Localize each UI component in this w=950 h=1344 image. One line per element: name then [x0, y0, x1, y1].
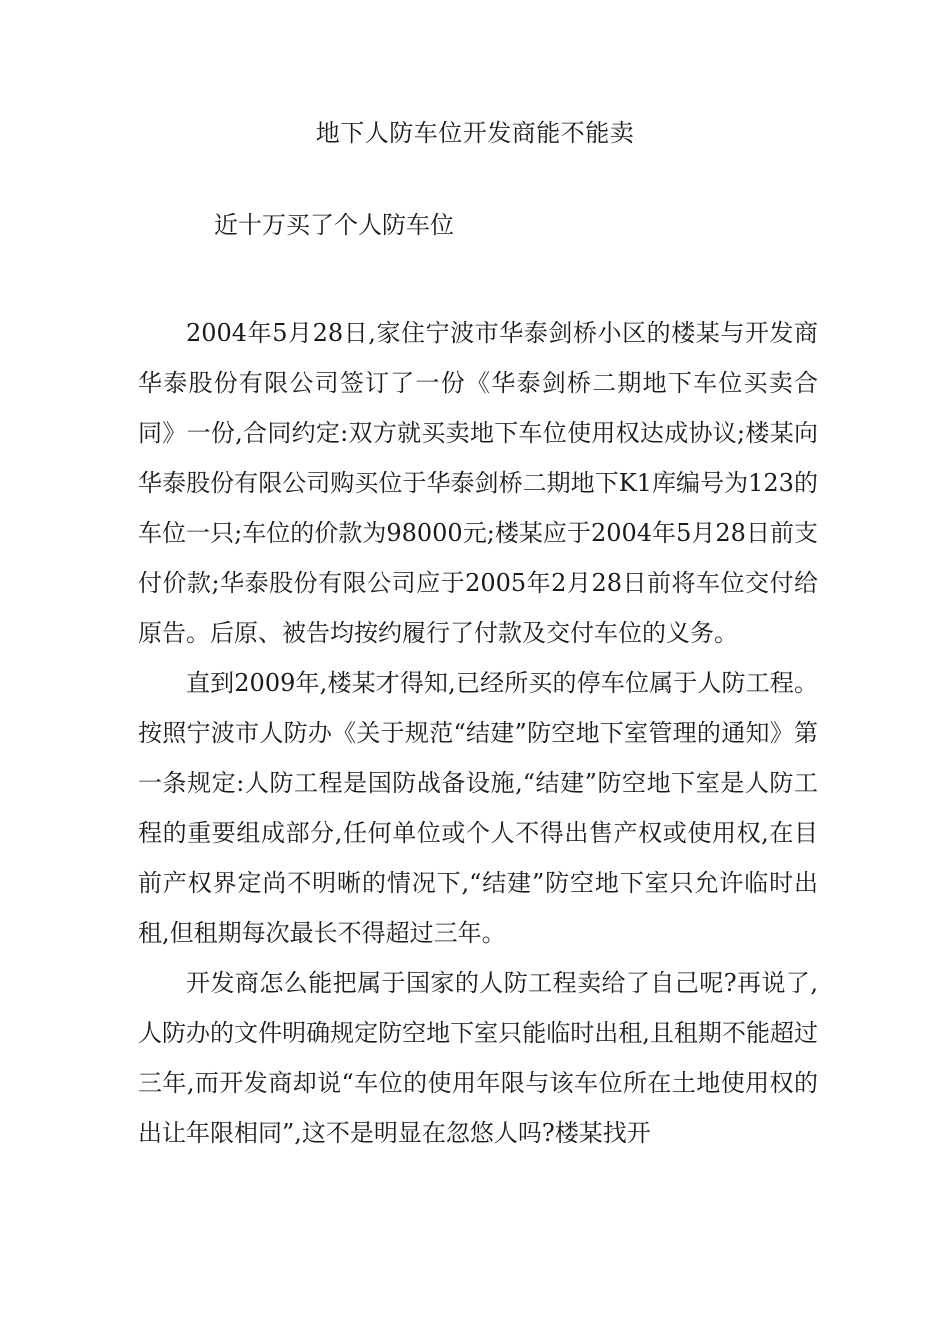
paragraph-3: 开发商怎么能把属于国家的人防工程卖给了自己呢?再说了,人防办的文件明确规定防空地下室只能临时出租,且租期不能超过三年,而开发商却说“车位的使用年限与该车位所在土地使用权的出让年限相同”,这不是明显在忽悠人吗?楼某找开: [138, 969, 818, 1147]
paragraph-2: 直到2009年,楼某才得知,已经所买的停车位属于人防工程。按照宁波市人防办《关于规范“结建”防空地下室管理的通知》第一条规定:人防工程是国防战备设施,“结建”防空地下室是人防工程的重要组成部分,任何单位或个人不得出售产权或使用权,在目前产权界定尚不明晰的情况下,“结建”防空地下室只允许临时出租,但租期每次最长不得超过三年。: [138, 669, 818, 947]
paragraph-1: 2004年5月28日,家住宁波市华泰剑桥小区的楼某与开发商华泰股份有限公司签订了一份《华泰剑桥二期地下车位买卖合同》一份,合同约定:双方就买卖地下车位使用权达成协议;楼某向华泰股份有限公司购买位于华泰剑桥二期地下K1库编号为123的车位一只;车位的价款为98000元;楼某应于2004年5月28日前支付价款;华泰股份有限公司应于2005年2月28日前将车位交付给原告。后原、被告均按约履行了付款及交付车位的义务。: [138, 319, 818, 647]
document-body: [138, 308, 818, 1158]
document-subtitle: 近十万买了个人防车位: [214, 211, 454, 239]
document-title: 地下人防车位开发商能不能卖: [315, 119, 635, 147]
